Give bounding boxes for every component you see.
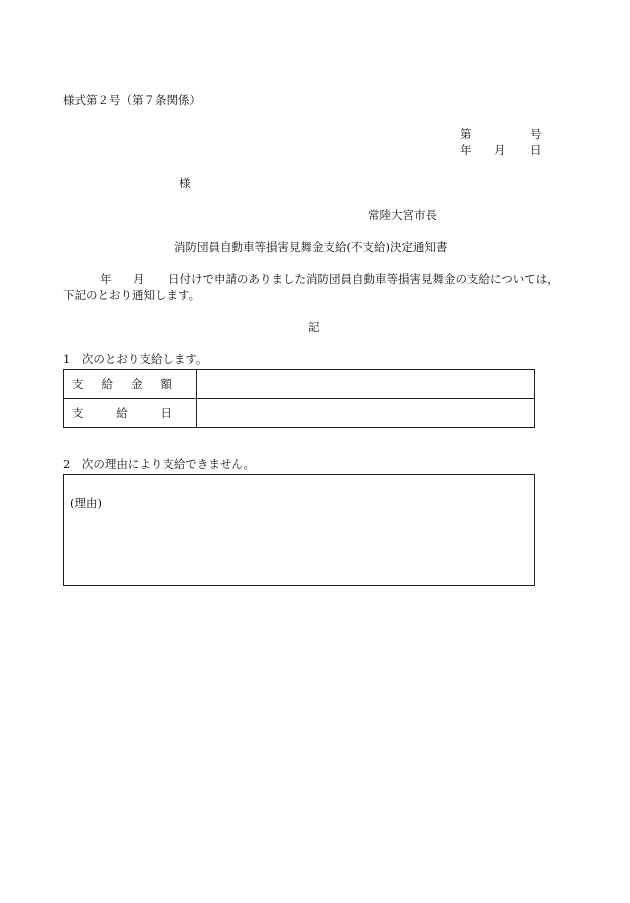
payment-amount-value[interactable] xyxy=(197,370,534,398)
body-year: 年 xyxy=(100,272,112,286)
form-number: 様式第２号（第７条関係） xyxy=(63,93,201,107)
reason-label: (理由) xyxy=(70,496,102,510)
reason-box[interactable] xyxy=(63,474,535,586)
body-line1: 日付けで申請のありました消防団員自動車等損害見舞金の支給については， xyxy=(168,272,559,286)
label-char: 支 xyxy=(72,377,84,391)
section2-heading: 2 次の理由により支給できません。 xyxy=(63,457,256,471)
payment-amount-label xyxy=(64,370,197,398)
payment-table xyxy=(63,369,535,428)
addressee-suffix: 様 xyxy=(179,176,191,190)
payment-amount-row xyxy=(64,370,534,398)
payment-date-label xyxy=(64,399,197,427)
document-title: 消防団員自動車等損害見舞金支給(不支給)決定通知書 xyxy=(174,240,448,254)
label-char: 給 xyxy=(116,406,128,420)
label-char: 金 xyxy=(131,377,143,391)
date-day: 日 xyxy=(530,143,542,157)
label-char: 額 xyxy=(160,377,172,391)
label-char: 日 xyxy=(160,406,172,420)
date-year: 年 xyxy=(460,143,472,157)
ki-heading: 記 xyxy=(308,320,320,334)
reference-number-prefix: 第 xyxy=(460,127,472,141)
date-month: 月 xyxy=(494,143,506,157)
issuer: 常陸大宮市長 xyxy=(368,208,437,222)
section1-heading: 1 次のとおり支給します。 xyxy=(63,352,208,366)
payment-date-row xyxy=(64,398,534,427)
label-char: 給 xyxy=(101,377,113,391)
body-month: 月 xyxy=(133,272,145,286)
body-line2: 下記のとおり通知します。 xyxy=(63,288,201,302)
reference-number-suffix: 号 xyxy=(530,127,542,141)
payment-date-value[interactable] xyxy=(197,399,534,427)
label-char: 支 xyxy=(72,406,84,420)
